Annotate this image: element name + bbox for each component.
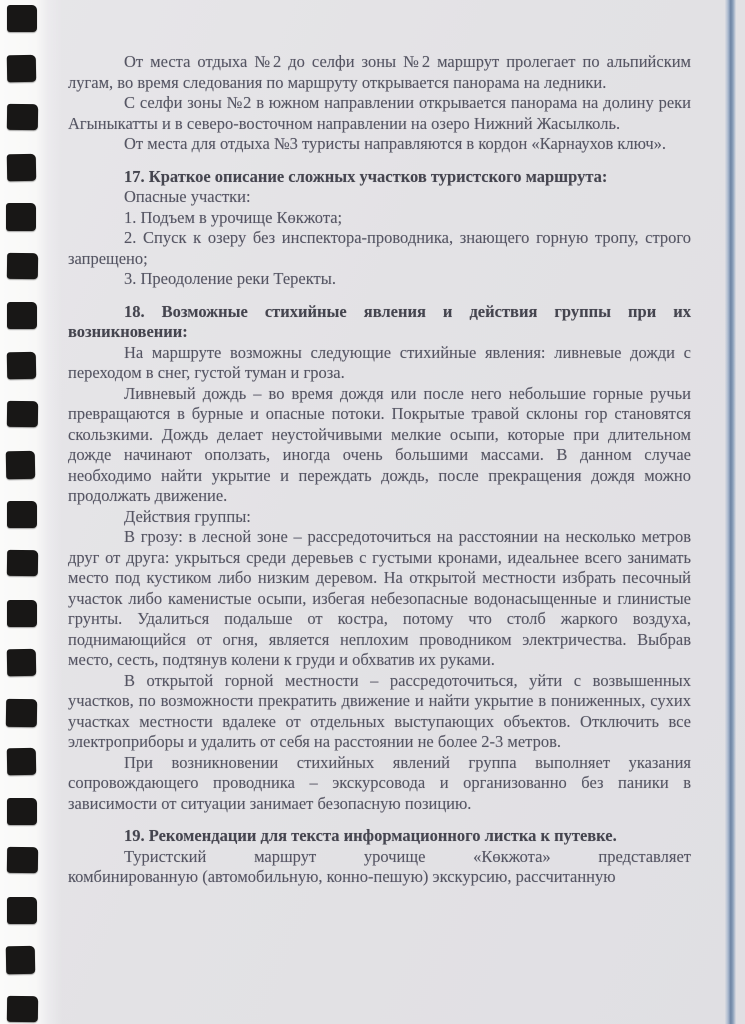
intro-paragraph-3: От места для отдыха №3 туристы направляются в кордон «Карнаухов ключ». — [124, 134, 666, 153]
section18-paragraph-5: В открытой горной местности – рассредоточиться, уйти с возвышенных участков, по возможности прекратить движение и найти укрытие в пониженных, сухих участках местности вдалеке от отдельных выступающих объектов. Отключить все электроприборы и удалить от себя на расстоянии не более 2-3 метров. — [68, 670, 691, 751]
binding-tab — [7, 352, 36, 380]
binding-tab — [7, 54, 36, 82]
section17-item-3: 3. Преодоление реки Теректы. — [124, 269, 336, 288]
binding-tab — [7, 897, 37, 924]
binding-tab — [7, 600, 37, 627]
section17-list-intro: Опасные участки: — [124, 187, 251, 206]
binding-tab — [7, 996, 38, 1022]
binding-strip — [0, 0, 62, 1024]
binding-tab — [7, 501, 37, 528]
binding-tab — [6, 946, 35, 975]
binding-tab — [6, 698, 37, 726]
section18-paragraph-3: Действия группы: — [124, 506, 251, 526]
binding-tab — [7, 401, 38, 427]
binding-tab — [7, 302, 37, 329]
document-body — [68, 52, 691, 888]
binding-tab — [7, 153, 36, 181]
intro-paragraph-2: С селфи зоны №2 в южном направлении открывается панорама на долину реки Агыныкатты и в северо-восточном направлении на озеро Нижний Жасылколь. — [68, 93, 691, 133]
binding-tab — [7, 253, 38, 279]
binding-tab — [7, 5, 37, 32]
section19-paragraph-1: Туристский маршрут урочище «Көкжота» представляет комбинированную (автомобильную, конно-пешую) экскурсию, рассчитанную — [68, 846, 691, 886]
section18-paragraph-1: На маршруте возможны следующие стихийные явления: ливневые дожди с переходом в снег, густой туман и гроза. — [68, 342, 691, 382]
binding-tab — [6, 451, 35, 480]
intro-paragraph-1: От места отдыха №2 до селфи зоны №2 маршрут пролегает по альпийским лугам, во время следования по маршруту открывается панорама на ледники. — [68, 52, 691, 92]
page-edge-stripe — [725, 0, 736, 1024]
binding-tab — [7, 104, 38, 130]
section18-heading: 18. Возможные стихийные явления и действия группы при их возникновении: — [68, 301, 691, 341]
section18-paragraph-6: При возникновении стихийных явлений группа выполняет указания сопровождающего проводника – экскурсовода и организованно без паники в зависимости от ситуации занимает безопасную позицию. — [68, 752, 691, 813]
section17-item-2: 2. Спуск к озеру без инспектора-проводника, знающего горную тропу, строго запрещено; — [68, 228, 691, 268]
section17-item-1: 1. Подъем в урочище Көкжота; — [124, 207, 343, 227]
binding-tab — [7, 550, 38, 576]
binding-tab — [7, 798, 37, 825]
section17-heading: 17. Краткое описание сложных участков туристского маршрута: — [124, 166, 608, 186]
section18-paragraph-2: Ливневый дождь – во время дождя или после него небольшие горные ручьи превращаются в бурные и опасные потоки. Покрытые травой склоны гор становятся скользкими. Дождь делает неустойчивыми мелкие осыпи, которые при длительном дожде начинают оползать, иногда очень большими массами. В данном случае необходимо найти укрытие и переждать дождь, после прекращения дождя можно продолжать движение. — [68, 383, 691, 505]
section18-paragraph-4: В грозу: в лесной зоне – рассредоточиться на расстоянии на несколько метров друг от друга: укрыться среди деревьев с густыми кронами, идеальнее всего занимать место под кустиком либо низким деревом. На открытой местности избрать песочный участок либо каменистые осыпи, избегая небезопасные водонасыщенные и глинистые грунты. Удалиться подальше от костра, потому что столб жаркого воздуха, поднимающийся от огня, является неплохим проводником электричества. Выбрав место, сесть, подтянув колени к груди и обхватив их руками. — [68, 527, 691, 669]
binding-tab — [7, 847, 38, 873]
binding-tab — [7, 748, 36, 776]
binding-tab — [6, 203, 36, 231]
binding-tab — [7, 649, 36, 677]
section19-heading: 19. Рекомендации для текста информационного листка к путевке. — [124, 826, 617, 845]
